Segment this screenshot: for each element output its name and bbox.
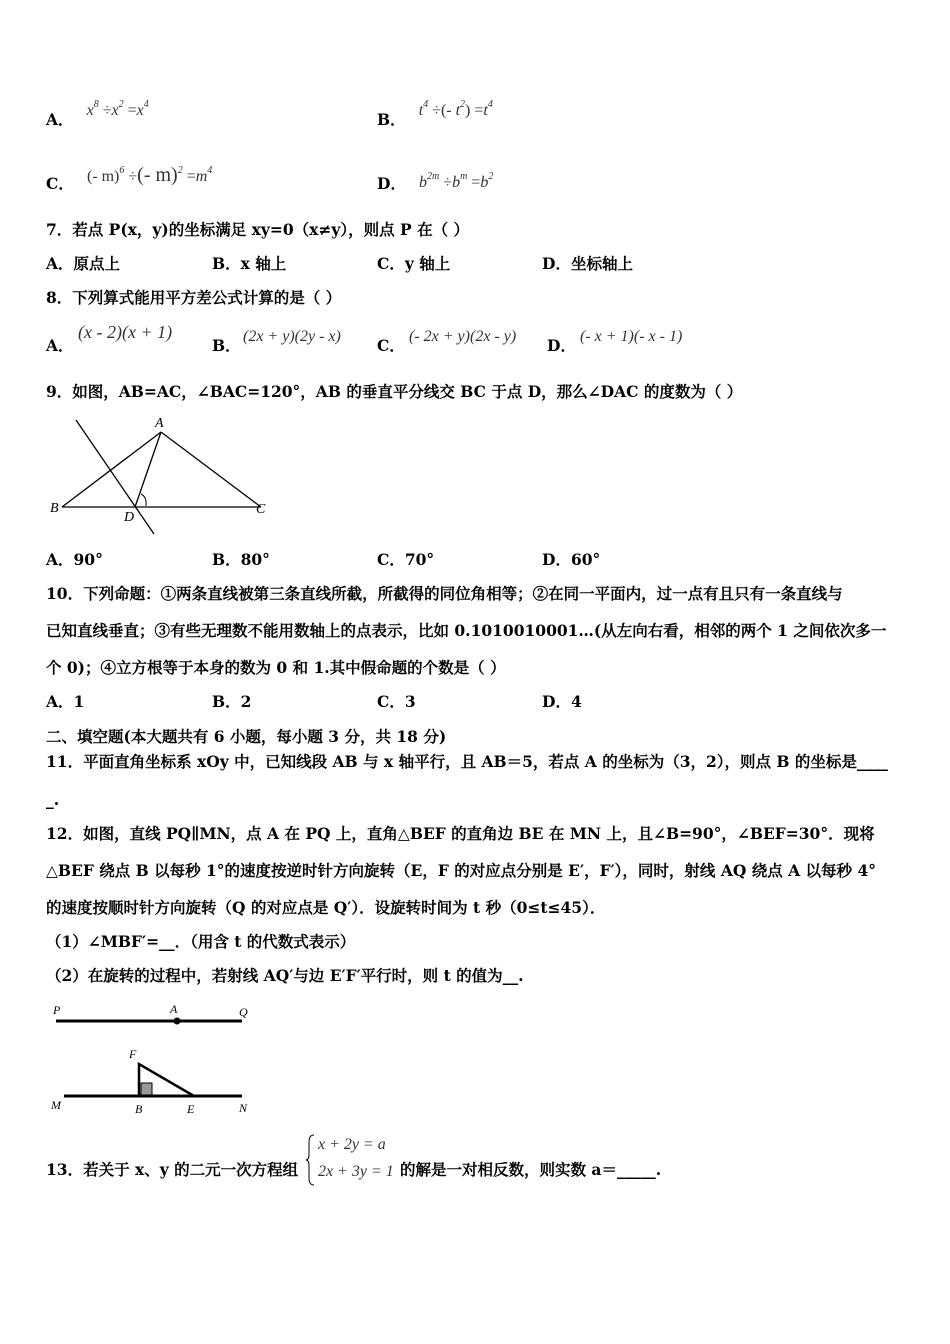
q7-option-d: D．坐标轴上: [542, 254, 633, 273]
label-b: B: [50, 501, 59, 516]
q10-line-1: 10．下列命题：①两条直线被第三条直线所截，所截得的同位角相等；②在同一平面内，过一点有且只有一条直线与: [46, 584, 843, 603]
q9-option-b: B．80°: [212, 550, 270, 569]
label-n: N: [239, 1101, 248, 1115]
option-label: A．: [46, 110, 74, 129]
right-angle-mark: [141, 1083, 152, 1095]
section-title: 二、填空题(本大题共有 6 小题，每小题 3 分，共 18 分): [46, 727, 447, 746]
q8-option-c: C．: [377, 336, 405, 355]
q6-option-b: [377, 99, 493, 130]
q7-option-c: C．y 轴上: [377, 254, 451, 273]
q8-option-d: D．: [547, 336, 576, 355]
q10-option-d: D．4: [542, 692, 582, 711]
q11-line-1: 11．平面直角坐标系 xOy 中，已知线段 AB 与 x 轴平行，且 AB＝5，若点 A 的坐标为（3，2），则点 B 的坐标是____: [46, 752, 888, 771]
math-expression: (- m)$^6$ ÷(- $m)^2 =m^4$: [86, 164, 213, 186]
label-e: E: [187, 1102, 195, 1116]
segment-ad: [135, 432, 161, 507]
math-expression: $b^{2m} \div b^m =b^2$: [419, 171, 494, 191]
option-label: B．: [377, 110, 406, 129]
label-q: Q: [239, 1005, 248, 1019]
q8-option-b: B．: [212, 336, 241, 355]
q8-expr-d: (- x + 1)(- x - 1): [580, 328, 683, 345]
math-expression: $x^8 \div x^2 =x^4$: [86, 99, 149, 119]
q13-prefix: 13．若关于 x、y 的二元一次方程组: [46, 1160, 299, 1179]
label-f: F: [129, 1047, 137, 1061]
q7-stem: 7．若点 P(x，y)的坐标满足 xy=0（x≠y），则点 P 在（ ）: [46, 220, 469, 239]
segment-ab: [62, 432, 161, 507]
q12-sub-question-1: （1）∠MBF′=__．（用含 t 的代数式表示）: [46, 932, 356, 951]
q10-option-a: A．1: [46, 692, 85, 711]
q12-sub-question-2: （2）在旋转的过程中，若射线 AQ′与边 E′F′平行时，则 t 的值为__.: [46, 966, 524, 985]
label-p: P: [53, 1003, 61, 1017]
point-a: [174, 1018, 181, 1025]
q12-line-2: △BEF 绕点 B 以每秒 1°的速度按逆时针方向旋转（E，F 的对应点分别是 E′，F′），同时，射线 AQ 绕点 A 以每秒 4°: [46, 861, 876, 880]
q12-line-1: 12．如图，直线 PQ∥MN，点 A 在 PQ 上，直角△BEF 的直角边 BE 在 MN 上，且∠B=90°，∠BEF=30°．现将: [46, 824, 875, 843]
label-d: D: [124, 510, 135, 525]
label-a: A: [155, 416, 164, 431]
q9-stem: 9．如图，AB=AC，∠BAC=120°，AB 的垂直平分线交 BC 于点 D，那么∠DAC 的度数为（ ）: [46, 382, 743, 401]
label-b: B: [135, 1102, 143, 1116]
label-c: C: [256, 502, 266, 517]
q10-option-c: C．3: [377, 692, 416, 711]
q6-option-a: [46, 99, 149, 130]
q12-parallel-lines-figure: [46, 1000, 266, 1118]
option-label: D．: [377, 174, 406, 193]
q8-expr-a: (x - 2)(x + 1): [78, 322, 173, 342]
brace-icon: [306, 1134, 316, 1186]
segment-ac: [161, 432, 261, 507]
perpendicular-bisector: [76, 420, 154, 534]
q10-line-3: 个 0)；④立方根等于本身的数为 0 和 1.其中假命题的个数是（ ）: [46, 658, 506, 677]
q9-option-c: C．70°: [377, 550, 435, 569]
q10-option-b: B．2: [212, 692, 252, 711]
q7-option-a: A．原点上: [46, 254, 121, 273]
q8-stem: 8．下列算式能用平方差公式计算的是（ ）: [46, 288, 342, 307]
q8-expr-b: (2x + y)(2y - x): [243, 328, 341, 345]
option-label: C．: [46, 174, 74, 193]
q6-option-d: [377, 171, 494, 194]
q10-line-2: 已知直线垂直；③有些无理数不能用数轴上的点表示，比如 0.1010010001…(从左向右看，相邻的两个 1 之间依次多一: [46, 621, 887, 640]
q13-suffix: 的解是一对相反数，则实数 a＝_____.: [400, 1160, 662, 1179]
q9-triangle-figure: [46, 410, 276, 540]
q11-line-2: _.: [46, 790, 60, 809]
q6-option-c: [46, 164, 213, 195]
equation-1: x + 2y = a: [318, 1136, 386, 1153]
q9-option-a: A．90°: [46, 550, 103, 569]
q7-option-b: B．x 轴上: [212, 254, 287, 273]
equation-2: 2x + 3y = 1: [318, 1163, 394, 1180]
angle-arc-d: [141, 494, 146, 506]
q8-option-a: A．: [46, 336, 74, 355]
q12-line-3: 的速度按顺时针方向旋转（Q 的对应点是 Q′）．设旋转时间为 t 秒（0≤t≤45）．: [46, 898, 606, 917]
q8-expr-c: (- 2x + y)(2x - y): [409, 328, 517, 345]
label-m: M: [51, 1098, 61, 1112]
math-expression: $t^4$ ÷(- $t^2) =t^4$: [418, 99, 493, 119]
label-a: A: [170, 1002, 178, 1016]
q9-option-d: D．60°: [542, 550, 601, 569]
